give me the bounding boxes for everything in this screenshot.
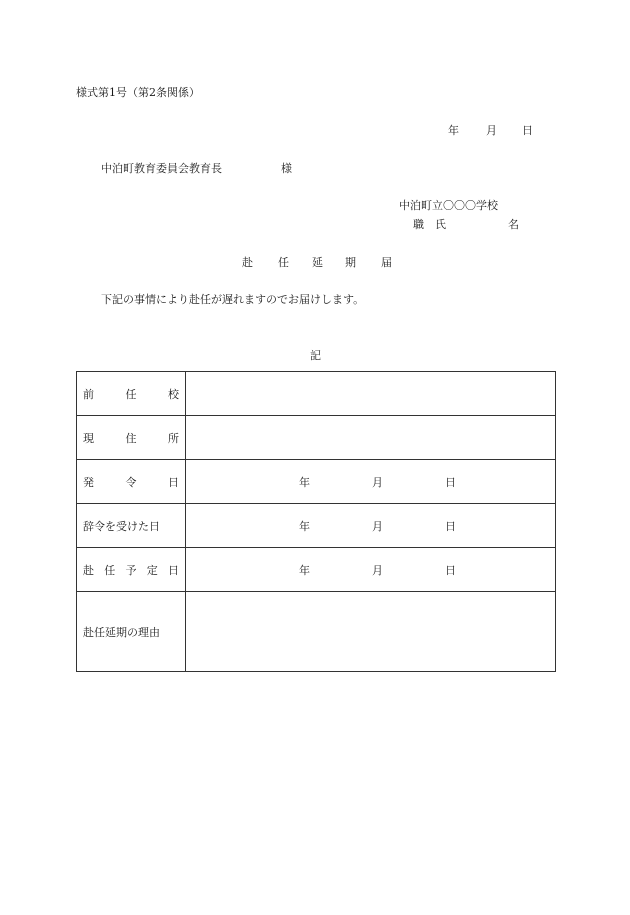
title-char: 延 (312, 256, 323, 269)
reason-label (77, 592, 186, 672)
table-row (77, 504, 556, 548)
addressee-name: 中泊町教育委員会教育長 (101, 162, 222, 175)
ymd-month: 月 (372, 475, 383, 489)
previous-school-label (77, 372, 186, 416)
ymd-year: 年 (299, 519, 310, 533)
label-text: 辞令を受けた日 (83, 519, 160, 533)
resignation-date-field[interactable] (186, 504, 556, 548)
label-char: 定 (146, 563, 158, 577)
label-char: 校 (168, 387, 179, 401)
label-char: 予 (125, 563, 137, 577)
appointment-date-label (77, 460, 186, 504)
detail-table (76, 371, 556, 672)
title-char: 任 (278, 256, 289, 269)
scheduled-date-field[interactable] (186, 548, 556, 592)
ymd-day: 日 (445, 475, 456, 489)
position-shi: 氏 (435, 218, 446, 231)
position-shoku: 職 (413, 218, 424, 231)
table-row (77, 416, 556, 460)
date-day: 日 (522, 124, 533, 137)
table-row (77, 372, 556, 416)
label-char: 令 (125, 475, 137, 489)
label-char: 現 (83, 431, 94, 445)
table-row (77, 592, 556, 672)
date-year: 年 (448, 124, 459, 137)
label-char: 任 (125, 387, 137, 401)
date-month: 月 (486, 124, 497, 137)
current-address-label (77, 416, 186, 460)
label-char: 前 (83, 387, 94, 401)
reason-field[interactable] (186, 592, 556, 672)
title-char: 期 (345, 256, 356, 269)
title-char: 赴 (242, 256, 253, 269)
ymd-month: 月 (372, 563, 383, 577)
ymd-year: 年 (299, 475, 310, 489)
label-char: 所 (168, 431, 179, 445)
label-char: 赴 (83, 563, 94, 577)
table-row (77, 548, 556, 592)
title-char: 届 (381, 256, 392, 269)
position-mei: 名 (508, 218, 519, 231)
previous-school-field[interactable] (186, 372, 556, 416)
table-row (77, 460, 556, 504)
ki-heading: 記 (310, 349, 321, 362)
ymd-month: 月 (372, 519, 383, 533)
label-char: 任 (104, 563, 116, 577)
form-number: 様式第1号（第2条関係） (76, 86, 200, 99)
label-char: 発 (83, 475, 94, 489)
intro-text: 下記の事情により赴任が遅れますのでお届けします。 (101, 293, 365, 306)
scheduled-date-label (77, 548, 186, 592)
label-char: 日 (168, 475, 179, 489)
ymd-year: 年 (299, 563, 310, 577)
label-char: 日 (168, 563, 179, 577)
label-text: 赴任延期の理由 (83, 625, 160, 639)
current-address-field[interactable] (186, 416, 556, 460)
addressee-honorific: 様 (281, 162, 292, 175)
label-char: 住 (125, 431, 137, 445)
appointment-date-field[interactable] (186, 460, 556, 504)
sender-school: 中泊町立〇〇〇学校 (399, 199, 498, 212)
ymd-day: 日 (445, 519, 456, 533)
addressee (101, 160, 292, 176)
resignation-date-label (77, 504, 186, 548)
ymd-day: 日 (445, 563, 456, 577)
